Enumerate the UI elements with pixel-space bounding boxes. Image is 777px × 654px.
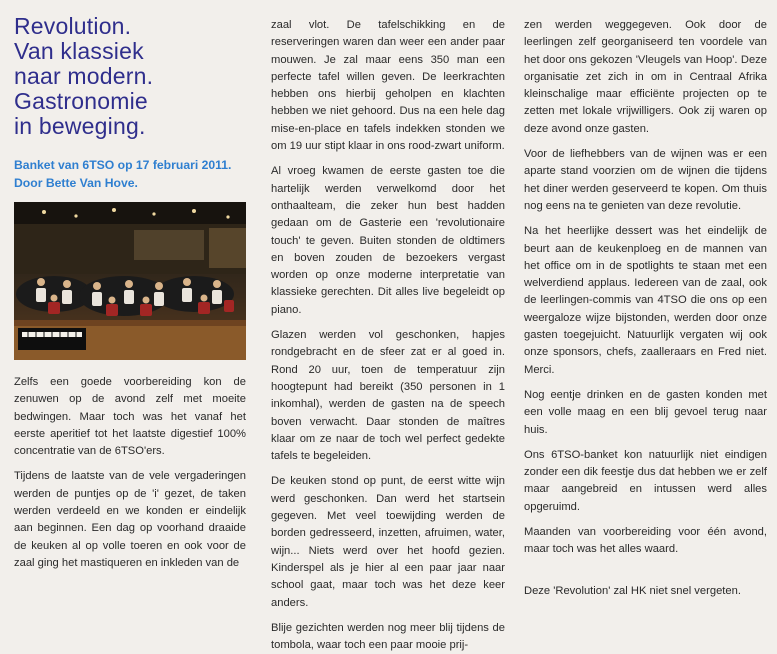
title-line: naar modern.: [14, 63, 154, 89]
group-photo-illustration: [14, 202, 246, 360]
body-paragraph: Ons 6TSO-banket kon natuurlijk niet eindigen zonder een dik feestje dus dat hebben we er zelf maar aangebreid en intussen werd alles opgeruimd.: [524, 448, 767, 513]
column-3: [524, 0, 767, 600]
title-line: in beweging.: [14, 113, 146, 139]
body-paragraph: zaal vlot. De tafelschikking en de reserveringen waren dan weer een ander paar mouwen. Je zal maar eens 350 man een perfecte tafel willen geven. De leerkrachten hebben ons hierbij geholpen en klachten hebben we niet gehoord. Dus na een hele dag mise-en-place en tafels indekken stonden we om 19 uur stipt klaar in ons rood-zwart uniform.: [271, 19, 505, 153]
column-1: [14, 0, 246, 572]
body-paragraph: Glazen werden vol geschonken, hapjes rondgebracht en de sfeer zat er al goed in. Rond 20 uur, toen de temperatuur zijn hoogtepunt had bereikt (350 personen in 1 inkomhal), werden de gasten na de speech boven verwacht. Daar stonden de maîtres klaar om ze naar de toch wel perfect gedekte tafels te begeleiden.: [271, 329, 505, 463]
title-line: Van klassiek: [14, 38, 144, 64]
body-paragraph: Maanden van voorbereiding voor één avond, maar toch was het alles waard.: [524, 526, 767, 556]
body-paragraph: Blije gezichten werden nog meer blij tijdens de tombola, waar toch een paar mooie prij-: [271, 621, 505, 652]
closing-line: Deze 'Revolution' zal HK niet snel vergeten.: [524, 584, 741, 597]
article-byline: [14, 156, 246, 192]
body-paragraph: Tijdens de laatste van de vele vergaderingen werden de puntjes op de 'i' gezet, de taken werden verdeeld en we konden er eindelijk aan beginnen. Een dag op voorhand draaide de keuken al op volle toeren en ook voor de zaal ging het mastiqueren en inkleden van de: [14, 470, 246, 569]
article-title: [14, 14, 246, 139]
byline-author: Door Bette Van Hove.: [14, 176, 138, 190]
body-paragraph: De keuken stond op punt, de eerst witte wijn werd geschonken. Dan werd het startsein gegeven. Met veel toewijding werden de borden gedresseerd, inzetten, afruimen, water, wijn... Niets werd over het hoofd gezien. Kinderspel als je hier al een paar jaar naar school gaat, maar toch was het deze keer anders.: [271, 475, 505, 609]
title-line: Revolution.: [14, 13, 132, 39]
body-paragraph: zen werden weggegeven. Ook door de leerlingen zelf georganiseerd ten voordele van het door ons gekozen 'Vleugels van Hoop'. Deze organisatie zet zich in om in Centraal Afrika kleinschalige maar efficiënte projecten op te zetten met lokale vrijwilligers. Ook zij waren op deze avond onze gasten.: [524, 19, 767, 135]
group-photo: [14, 202, 246, 360]
column-2: [271, 0, 505, 654]
body-paragraph: Al vroeg kwamen de eerste gasten toe die hartelijk werden verwelkomd door het onthaalteam, die zeker hun best hadden gedaan om de Gasterie een 'revolutionaire touch' te geven. Buiten stonden de oldtimers en boven zouden de bezoekers vergast worden op onze moderne interpretatie van klassieke gerechten. Dit alles live begeleidt op piano.: [271, 165, 505, 316]
body-paragraph: Nog eentje drinken en de gasten konden met een volle maag en een blij gevoel terug naar huis.: [524, 388, 767, 436]
byline-event: Banket van 6TSO op 17 februari 2011.: [14, 158, 232, 172]
body-paragraph: Zelfs een goede voorbereiding kon de zenuwen op de avond zelf met moeite bedwingen. Maar toch was het vanaf het eerste aperitief tot het laatste digestief 100% concentratie van de 6TSO'ers.: [14, 376, 246, 458]
body-paragraph: Na het heerlijke dessert was het eindelijk de beurt aan de keukenploeg en de mannen van het office om in de spotlights te staan met een welverdiend applaus. Iedereen van de zaal, ook de leerlingen-commis van 4TSO die ons op een weergaloze wijze bijstonden, werden door onze gasten toegejuicht. Natuurlijk vergaten wij ook onze sponsors, chefs, zaalleraars en Fred niet. Merci.: [524, 225, 767, 376]
body-paragraph: Voor de liefhebbers van de wijnen was er een aparte stand voorzien om de wijnen die tijdens het diner werden geserveerd te kopen. Om thuis nog eens na te genieten van deze revolutie.: [524, 148, 767, 212]
title-line: Gastronomie: [14, 88, 148, 114]
